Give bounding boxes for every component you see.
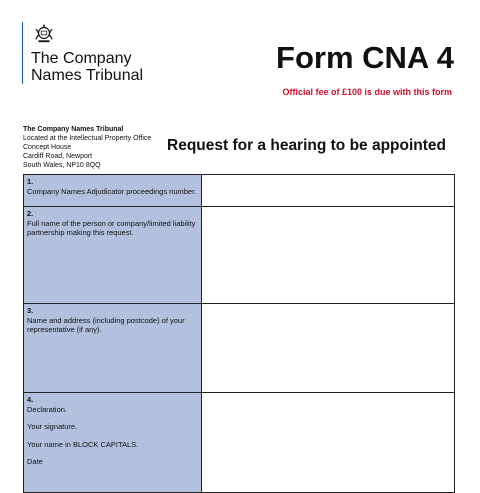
request-form-table bbox=[23, 174, 455, 493]
date-label: Date bbox=[27, 457, 43, 466]
org-name bbox=[31, 50, 143, 84]
form-row-3 bbox=[24, 304, 455, 393]
section-4-label bbox=[24, 393, 202, 493]
form-row-4 bbox=[24, 393, 455, 493]
section-text: Declaration. bbox=[27, 404, 68, 414]
applicant-name-field[interactable] bbox=[202, 207, 455, 304]
section-number: 4. bbox=[27, 395, 34, 404]
tribunal-address bbox=[23, 125, 151, 170]
section-1-label bbox=[24, 175, 202, 207]
org-name-line1: The Company bbox=[31, 50, 132, 67]
proceedings-number-field[interactable] bbox=[202, 175, 455, 207]
address-line: Cardiff Road, Newport bbox=[23, 153, 93, 160]
block-capitals-label: Your name in BLOCK CAPITALS. bbox=[27, 439, 139, 449]
royal-crest-icon bbox=[33, 22, 55, 44]
section-3-label bbox=[24, 304, 202, 393]
form-row-2 bbox=[24, 207, 455, 304]
section-text: Name and address (including postcode) of your representative (if any). bbox=[27, 315, 185, 334]
representative-address-field[interactable] bbox=[202, 304, 455, 393]
request-title: Request for a hearing to be appointed bbox=[167, 137, 447, 154]
section-number: 3. bbox=[27, 306, 34, 315]
fee-notice: Official fee of £100 is due with this form bbox=[282, 87, 452, 97]
org-name-line2: Names Tribunal bbox=[31, 67, 144, 84]
section-text: Full name of the person or company/limited liability partnership making this request. bbox=[27, 218, 196, 237]
signature-label: Your signature. bbox=[27, 422, 78, 431]
address-name: The Company Names Tribunal bbox=[23, 126, 124, 133]
address-line: Concept House bbox=[23, 144, 72, 151]
tribunal-logo bbox=[22, 22, 144, 84]
section-2-label bbox=[24, 207, 202, 304]
address-line: Located at the Intellectual Property Office bbox=[23, 135, 152, 142]
section-number: 2. bbox=[27, 209, 34, 218]
form-title: Form CNA 4 bbox=[276, 40, 454, 75]
form-row-1 bbox=[24, 175, 455, 207]
section-text: Company Names Adjudicator proceedings number. bbox=[27, 186, 197, 196]
section-number: 1. bbox=[27, 177, 34, 186]
declaration-field[interactable] bbox=[202, 393, 455, 493]
address-line: South Wales, NP10 8QQ bbox=[23, 162, 101, 169]
